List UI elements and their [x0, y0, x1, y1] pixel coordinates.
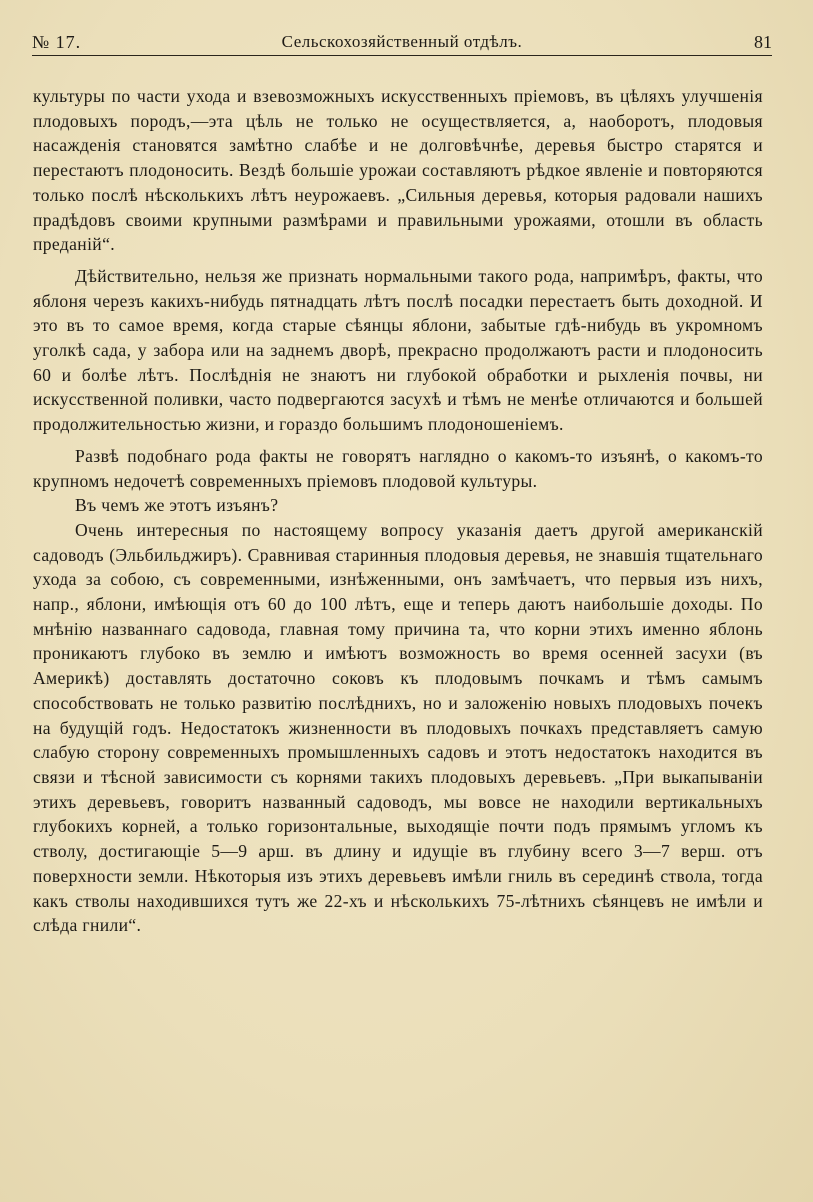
header-rule: [32, 55, 772, 56]
paragraph: Развѣ подобнаго рода факты не говорятъ наглядно о какомъ-то изъянѣ, о какомъ-то крупномъ недочетѣ современныхъ пріемовъ плодовой культуры.: [33, 445, 763, 491]
page-number: 81: [754, 32, 772, 52]
paragraph: Дѣйствительно, нельзя же признать нормальными такого рода, напримѣръ, факты, что яблоня черезъ какихъ-нибудь пятнадцать лѣтъ послѣ посадки перестаетъ быть доходной. И это въ то самое время, когда старые сѣянцы яблони, забытые гдѣ-нибудь въ укромномъ уголкѣ сада, у забора или на заднемъ дворѣ, прекрасно продолжаютъ расти и плодоносить 60 и болѣе лѣтъ. Послѣднія не знаютъ ни глубокой обработки и рыхленія почвы, ни искусственной поливки, часто подвергаются засухѣ и тѣмъ не менѣе отличаются и большей продолжительностью жизни, и гораздо большимъ плодоношеніемъ.: [33, 265, 763, 435]
running-header: [32, 28, 772, 56]
issue-number: № 17.: [32, 32, 82, 52]
paragraph: Очень интересныя по настоящему вопросу указанія даетъ другой американскій садоводъ (Эльбильджиръ). Сравнивая старинныя плодовыя деревья, не знавшія тщательнаго ухода за собою, съ современными, изнѣженными, онъ замѣчаетъ, что первыя изъ нихъ, напр., яблони, имѣющія отъ 60 до 100 лѣтъ, еще и теперь даютъ наибольшіе доходы. По мнѣнію названнаго садовода, главная тому причина та, что корни этихъ именно яблонь проникаютъ глубоко въ землю и имѣютъ возможность во время осенней засухи (въ Америкѣ) доставлять достаточно соковъ къ плодовымъ почкамъ и тѣмъ самымъ способствовать не только развитію послѣднихъ, но и заложенію новыхъ плодовыхъ почекъ на будущій годъ. Недостатокъ жизненности въ плодовыхъ почкахъ представляетъ самую слабую сторону современныхъ промышленныхъ садовъ и этотъ недостатокъ находится въ связи и тѣсной зависимости съ корнями такихъ плодовыхъ деревьевъ. „При выкапываніи этихъ деревьевъ, говоритъ названный садоводъ, мы вовсе не находили вертикальныхъ глубокихъ корней, а только горизонтальные, выходящіе почти подъ прямымъ угломъ къ стволу, достигающіе 5—9 арш. въ длину и идущіе въ глубину всего 3—7 верш. отъ поверхности земли. Нѣкоторыя изъ этихъ деревьевъ имѣли гниль въ серединѣ ствола, тогда какъ стволы находившихся тутъ же 22-хъ и нѣсколькихъ 75-лѣтнихъ сѣянцевъ не имѣли и слѣда гнили“.: [33, 519, 763, 936]
section-title: Сельскохозяйственный отдѣлъ.: [281, 32, 523, 51]
paragraph: Въ чемъ же этотъ изъянъ?: [75, 495, 279, 516]
paragraph: культуры по части ухода и взевозможныхъ искусственныхъ пріемовъ, въ цѣляхъ улучшенія плодовыхъ породъ,—эта цѣль не только не осуществляется, а, наоборотъ, плодовыя насажденія становятся замѣтно слабѣе и не долговѣчнѣе, деревья быстро старятся и перестаютъ плодоносить. Вездѣ большіе урожаи составляютъ рѣдкое явленіе и повторяются только послѣ нѣсколькихъ лѣтъ неурожаевъ. „Сильныя деревья, которыя радовали нашихъ прадѣдовъ своими крупными размѣрами и правильными урожаями, отошли въ область преданій“.: [33, 86, 763, 255]
article-body: [33, 84, 763, 938]
